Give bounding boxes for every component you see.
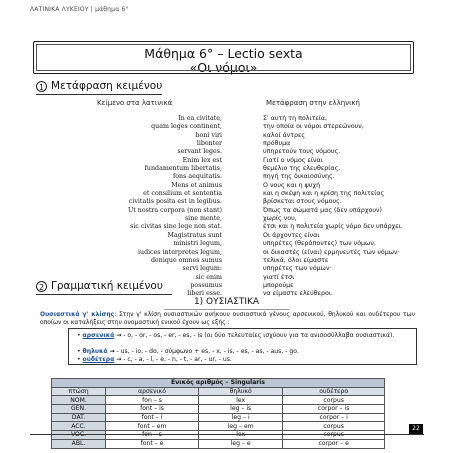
latin-line: possumus <box>190 281 222 289</box>
greek-line: υπηρέτες (θεράποντες) των νόμων, <box>263 240 376 248</box>
latin-line: libenter <box>196 140 222 148</box>
lesson-title: Μάθημα 6° – Lectio sexta <box>144 46 303 61</box>
bullet-icon: • <box>77 348 81 355</box>
latin-column-heading: Κείμενο στα λατινικά <box>97 99 173 107</box>
table-row <box>52 396 385 405</box>
latin-line: In ea civitate, <box>178 115 222 122</box>
ending-masculine <box>77 332 394 339</box>
section-2-underline <box>36 294 172 295</box>
table-cell: leg – em <box>199 422 283 431</box>
bullet-icon: • <box>77 356 81 363</box>
table-cell: font – e <box>106 439 199 448</box>
greek-line: Σ' αυτή τη πολιτεία, <box>263 115 328 122</box>
greek-translation <box>263 115 403 299</box>
ending-feminine-label: θηλυκά <box>82 348 108 355</box>
subsection-title: 1) ΟΥΣΙΑΣΤΙΚΑ <box>193 297 260 307</box>
latin-line: iudices interpretes legum, <box>138 248 222 256</box>
latin-line: Ut nostra corpora (non stant) <box>127 206 222 214</box>
latin-line: et consilium et sententia <box>143 190 222 198</box>
section-1-heading <box>36 80 162 92</box>
greek-line: μπορούμε <box>263 281 294 289</box>
greek-column-heading: Μετάφραση στην ελληνική <box>266 99 360 107</box>
table-cell: lex <box>199 431 283 440</box>
ending-feminine <box>77 348 299 355</box>
latin-line: boni viri <box>195 131 222 139</box>
section-2-heading <box>36 280 163 292</box>
header-case: πτώση <box>52 387 106 396</box>
table-cell: corpus <box>283 396 385 405</box>
table-body <box>52 396 385 448</box>
latin-line: fundamentum libertatis, <box>144 165 222 173</box>
greek-line: να είμαστε ελεύθεροι. <box>263 290 333 298</box>
latin-line: sic enim <box>195 273 222 281</box>
greek-line: γιατί έτσι <box>263 273 295 281</box>
ending-neuter-label: ουδέτερα <box>82 356 115 363</box>
table-case-cell: NOM. <box>52 396 106 405</box>
latin-line: quam leges continent, <box>151 123 222 131</box>
intro-paragraph <box>40 311 415 327</box>
greek-line: Ο νους και η ψυχή <box>263 181 321 189</box>
section-2-title: Γραμματική κειμένου <box>51 280 163 292</box>
ending-feminine-text: - us, - io, - do, - σύμφωνο + es, - x, - is, - es, - as, - aus, - go. <box>114 348 299 355</box>
greek-line: πηγή της δικαιοσύνης. <box>263 173 335 181</box>
greek-line: και η σκέψη και η κρίση της πολιτείας <box>263 190 385 198</box>
greek-line: πρόθυμα <box>263 140 291 148</box>
header-masculine: αρσενικό <box>106 387 199 396</box>
greek-line: υπηρέτες των νόμων· <box>263 265 332 273</box>
greek-line: την οποία οι νόμοι στερεώνουν, <box>263 123 364 131</box>
section-2-number: 2 <box>36 281 47 292</box>
greek-line: οι δικαστές (είναι) ερμηνευτές των νόμων· <box>263 248 400 256</box>
header-neuter: ουδέτερο <box>283 387 385 396</box>
declension-table <box>51 378 385 449</box>
table-cell: corpor – is <box>283 405 385 414</box>
table-cell: fon – s <box>106 396 199 405</box>
latin-line: Mens et animus <box>171 181 222 189</box>
ending-masculine-label: αρσενικά <box>82 332 115 339</box>
greek-line: Γιατί ο νόμος είναι <box>263 156 323 164</box>
latin-line: sine mente, <box>184 215 222 223</box>
table-cell: leg – i <box>199 413 283 422</box>
greek-line: Όπως τα σώματά μας (δεν υπάρχουν) <box>263 206 382 214</box>
table-cell: corpus <box>283 431 385 440</box>
table-caption: Ενικός αριθμός – Singularis <box>52 379 385 388</box>
table-cell: corpor – i <box>283 413 385 422</box>
latin-line: servi legum: <box>182 265 222 273</box>
table-header-row <box>52 387 385 396</box>
greek-line: υπηρετούν τους νόμους. <box>263 148 341 156</box>
latin-line: Magistratus sunt <box>167 231 222 239</box>
endings-box <box>68 328 417 365</box>
arrow-right-icon: → <box>116 332 122 339</box>
table-cell: leg – is <box>199 405 283 414</box>
intro-lead: Ουσιαστικά γ' κλίσης <box>40 311 115 318</box>
table-case-cell: VOC. <box>52 431 106 440</box>
latin-text <box>128 115 222 299</box>
bullet-icon: • <box>77 332 81 339</box>
latin-line: Enim lex est <box>182 156 222 164</box>
arrow-right-icon: → <box>109 348 115 355</box>
section-1-number: 1 <box>36 81 47 92</box>
latin-line: ministri legum, <box>173 240 222 248</box>
table-cell: corpor – e <box>283 439 385 448</box>
table-cell: leg – e <box>199 439 283 448</box>
running-head: ΛΑΤΙΝΙΚΑ ΛΥΚΕΙΟΥ | μάθημα 6° <box>30 6 129 13</box>
page-number: 22 <box>409 424 423 434</box>
footer-rule <box>30 434 424 435</box>
ending-neuter-text: - c, - a, - l, - e, - n, - t, - ar, - ur, - us. <box>121 356 232 363</box>
table-cell: font – em <box>106 422 199 431</box>
section-1-underline <box>36 94 162 95</box>
table-row <box>52 422 385 431</box>
greek-line: Οι άρχοντες είναι <box>263 231 320 239</box>
table-case-cell: DAT. <box>52 413 106 422</box>
arrow-right-icon: → <box>116 356 122 363</box>
greek-line: χωρίς νου, <box>263 215 297 223</box>
table-case-cell: ACC. <box>52 422 106 431</box>
title-box <box>33 41 414 74</box>
table-row <box>52 413 385 422</box>
ending-masculine-text: - o, - or, - os, - er, - es, - is (οι δύο τελευταίες ισχύουν για τα ανισοσύλλαβα ουσιαστικά). <box>121 332 395 339</box>
header-feminine: θηλυκό <box>199 387 283 396</box>
greek-line: καλοί άντρες <box>263 131 306 139</box>
latin-line: civitatis posita est in legibus. <box>128 198 222 206</box>
table-cell: fon – s <box>106 431 199 440</box>
table-cell: lex <box>199 396 283 405</box>
greek-line: τελικά, όλοι είμαστε <box>263 256 329 264</box>
greek-line: θεμέλιο της ελευθερίας, <box>263 165 341 173</box>
table-row <box>52 439 385 448</box>
table-case-cell: GEN. <box>52 405 106 414</box>
latin-line: liberi esse. <box>187 290 222 298</box>
latin-line: fons aequitatis. <box>172 173 222 181</box>
latin-line: denique omnes sumus <box>151 256 222 264</box>
table-cell: font – is <box>106 405 199 414</box>
latin-line: servant leges. <box>177 148 222 156</box>
table-row <box>52 405 385 414</box>
intro-text: : Στην γ' κλίση ουσιαστικών ανήκουν ουσιαστικά γένους αρσενικού, θηλυκού και ουδέτερου των οποίων οι καταλήξεις στην ονομαστική ενικού έχουν ως εξής : <box>40 311 415 326</box>
section-1-title: Μετάφραση κειμένου <box>51 80 163 92</box>
table-cell: corpus <box>283 422 385 431</box>
ending-neuter <box>77 356 232 363</box>
table-case-cell: ABL. <box>52 439 106 448</box>
greek-line: έτσι και η πολιτεία χωρίς νόμο δεν υπάρχει. <box>263 223 403 231</box>
lesson-subtitle: «Οι νόμοι» <box>189 60 258 75</box>
table-cell: font – i <box>106 413 199 422</box>
subsection-rule <box>164 309 289 310</box>
latin-line: sic civitas sine lege non stat. <box>130 223 222 231</box>
greek-line: βρίσκεται στους νόμους. <box>263 198 342 206</box>
